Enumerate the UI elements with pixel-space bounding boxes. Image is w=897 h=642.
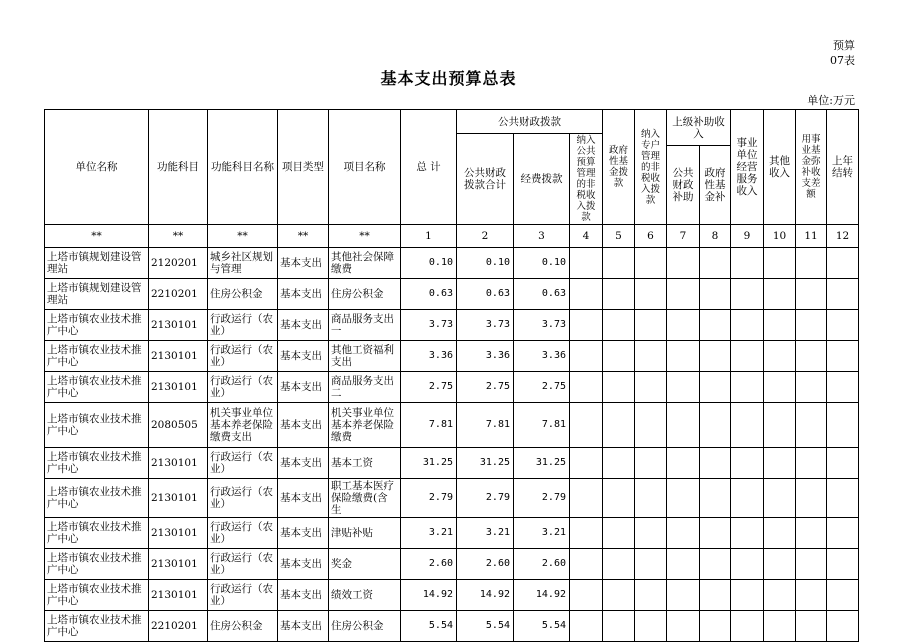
proj-type-cell: 基本支出 [278, 611, 329, 642]
empty-cell [827, 310, 859, 341]
proj-name-cell: 奖金 [329, 549, 401, 580]
header-gov-fund: 政府性基金拨款 [603, 110, 635, 225]
func-name-cell: 行政运行（农业） [208, 479, 278, 518]
doc-code [830, 38, 855, 68]
header-proj-name: 项目名称 [329, 110, 401, 225]
unit-name-cell: 上塔市镇农业技术推广中心 [45, 341, 149, 372]
table-row [45, 279, 859, 310]
empty-cell [667, 518, 700, 549]
header-proj-type: 项目类型 [278, 110, 329, 225]
unit-name-cell: 上塔市镇农业技术推广中心 [45, 372, 149, 403]
empty-cell [667, 248, 700, 279]
empty-cell [731, 403, 764, 448]
empty-cell [700, 479, 731, 518]
index-cell: 4 [570, 225, 603, 248]
empty-cell [635, 310, 667, 341]
empty-cell [570, 479, 603, 518]
empty-cell [635, 479, 667, 518]
empty-cell [731, 372, 764, 403]
index-cell: 12 [827, 225, 859, 248]
expense-grant-cell: 3.21 [514, 518, 570, 549]
empty-cell [764, 248, 796, 279]
index-cell: 7 [667, 225, 700, 248]
public-finance-total-cell: 2.60 [457, 549, 514, 580]
total-cell: 3.73 [401, 310, 457, 341]
expense-grant-cell: 3.73 [514, 310, 570, 341]
empty-cell [731, 310, 764, 341]
func-code-cell: 2130101 [149, 479, 208, 518]
empty-cell [570, 310, 603, 341]
header-budget-mgmt-nontax: 纳入公共预算管理的非税收入拨款 [570, 134, 603, 225]
empty-cell [570, 580, 603, 611]
empty-cell [764, 580, 796, 611]
table-row [45, 479, 859, 518]
expense-grant-cell: 2.79 [514, 479, 570, 518]
proj-type-cell: 基本支出 [278, 403, 329, 448]
empty-cell [667, 403, 700, 448]
proj-name-cell: 基本工资 [329, 448, 401, 479]
empty-cell [700, 310, 731, 341]
public-finance-total-cell: 31.25 [457, 448, 514, 479]
empty-cell [827, 518, 859, 549]
proj-name-cell: 绩效工资 [329, 580, 401, 611]
empty-cell [700, 580, 731, 611]
empty-cell [796, 580, 827, 611]
empty-cell [827, 611, 859, 642]
empty-cell [667, 310, 700, 341]
empty-cell [570, 372, 603, 403]
public-finance-total-cell: 0.10 [457, 248, 514, 279]
empty-cell [570, 403, 603, 448]
proj-type-cell: 基本支出 [278, 479, 329, 518]
empty-cell [796, 611, 827, 642]
proj-type-cell: 基本支出 [278, 448, 329, 479]
proj-name-cell: 津贴补贴 [329, 518, 401, 549]
empty-cell [603, 611, 635, 642]
empty-cell [796, 403, 827, 448]
table-row [45, 549, 859, 580]
empty-cell [700, 341, 731, 372]
empty-cell [635, 448, 667, 479]
proj-type-cell: 基本支出 [278, 341, 329, 372]
public-finance-total-cell: 2.79 [457, 479, 514, 518]
empty-cell [827, 248, 859, 279]
empty-cell [667, 549, 700, 580]
expense-grant-cell: 2.75 [514, 372, 570, 403]
index-cell: 8 [700, 225, 731, 248]
func-name-cell: 城乡社区规划与管理 [208, 248, 278, 279]
empty-cell [603, 580, 635, 611]
empty-cell [731, 611, 764, 642]
public-finance-total-cell: 3.73 [457, 310, 514, 341]
expense-grant-cell: 7.81 [514, 403, 570, 448]
header-unit-name: 单位名称 [45, 110, 149, 225]
empty-cell [827, 403, 859, 448]
empty-cell [667, 611, 700, 642]
proj-name-cell: 其他社会保障缴费 [329, 248, 401, 279]
empty-cell [570, 448, 603, 479]
index-cell: ** [329, 225, 401, 248]
func-name-cell: 行政运行（农业） [208, 341, 278, 372]
empty-cell [635, 341, 667, 372]
empty-cell [764, 611, 796, 642]
empty-cell [570, 549, 603, 580]
total-cell: 2.79 [401, 479, 457, 518]
empty-cell [796, 341, 827, 372]
budget-table [44, 109, 859, 642]
func-code-cell: 2130101 [149, 372, 208, 403]
proj-type-cell: 基本支出 [278, 248, 329, 279]
public-finance-total-cell: 0.63 [457, 279, 514, 310]
empty-cell [635, 372, 667, 403]
empty-cell [603, 279, 635, 310]
empty-cell [827, 372, 859, 403]
empty-cell [796, 248, 827, 279]
empty-cell [764, 403, 796, 448]
proj-type-cell: 基本支出 [278, 580, 329, 611]
empty-cell [827, 479, 859, 518]
empty-cell [603, 518, 635, 549]
empty-cell [570, 279, 603, 310]
proj-type-cell: 基本支出 [278, 310, 329, 341]
public-finance-total-cell: 2.75 [457, 372, 514, 403]
total-cell: 0.10 [401, 248, 457, 279]
func-name-cell: 行政运行（农业） [208, 518, 278, 549]
func-code-cell: 2080505 [149, 403, 208, 448]
empty-cell [796, 279, 827, 310]
empty-cell [731, 549, 764, 580]
empty-cell [700, 372, 731, 403]
table-row [45, 518, 859, 549]
proj-name-cell: 职工基本医疗保险缴费(含生 [329, 479, 401, 518]
empty-cell [764, 279, 796, 310]
index-cell: ** [278, 225, 329, 248]
empty-cell [700, 549, 731, 580]
table-row [45, 448, 859, 479]
empty-cell [635, 248, 667, 279]
table-row [45, 611, 859, 642]
unit-label: 单位:万元 [807, 94, 855, 107]
header-expense-grant: 经费拨款 [514, 134, 570, 225]
public-finance-total-cell: 5.54 [457, 611, 514, 642]
proj-type-cell: 基本支出 [278, 372, 329, 403]
empty-cell [731, 518, 764, 549]
empty-cell [700, 518, 731, 549]
empty-cell [635, 580, 667, 611]
empty-cell [764, 310, 796, 341]
empty-cell [635, 279, 667, 310]
empty-cell [827, 279, 859, 310]
empty-cell [603, 448, 635, 479]
expense-grant-cell: 2.60 [514, 549, 570, 580]
empty-cell [731, 580, 764, 611]
header-fund-diff: 用事业基金弥补收支差额 [796, 110, 827, 225]
total-cell: 5.54 [401, 611, 457, 642]
proj-type-cell: 基本支出 [278, 549, 329, 580]
proj-type-cell: 基本支出 [278, 279, 329, 310]
total-cell: 0.63 [401, 279, 457, 310]
table-body [45, 248, 859, 642]
empty-cell [603, 341, 635, 372]
doc-code-line1: 预算 [833, 39, 855, 52]
empty-cell [570, 611, 603, 642]
header-total: 总 计 [401, 110, 457, 225]
header-other-income: 其他收入 [764, 110, 796, 225]
public-finance-total-cell: 3.21 [457, 518, 514, 549]
empty-cell [796, 372, 827, 403]
empty-cell [570, 341, 603, 372]
header-public-finance-total: 公共财政拨款合计 [457, 134, 514, 225]
empty-cell [700, 448, 731, 479]
unit-name-cell: 上塔市镇农业技术推广中心 [45, 518, 149, 549]
empty-cell [764, 448, 796, 479]
empty-cell [827, 341, 859, 372]
empty-cell [667, 479, 700, 518]
total-cell: 2.75 [401, 372, 457, 403]
func-code-cell: 2130101 [149, 518, 208, 549]
func-code-cell: 2130101 [149, 549, 208, 580]
empty-cell [635, 518, 667, 549]
total-cell: 3.36 [401, 341, 457, 372]
func-code-cell: 2130101 [149, 341, 208, 372]
empty-cell [570, 518, 603, 549]
empty-cell [667, 372, 700, 403]
empty-cell [700, 611, 731, 642]
index-cell: ** [208, 225, 278, 248]
index-cell: 1 [401, 225, 457, 248]
total-cell: 14.92 [401, 580, 457, 611]
unit-name-cell: 上塔市镇农业技术推广中心 [45, 448, 149, 479]
empty-cell [796, 310, 827, 341]
table-row [45, 248, 859, 279]
empty-cell [796, 448, 827, 479]
index-cell: 10 [764, 225, 796, 248]
func-code-cell: 2210201 [149, 611, 208, 642]
unit-name-cell: 上塔市镇农业技术推广中心 [45, 310, 149, 341]
empty-cell [731, 479, 764, 518]
expense-grant-cell: 5.54 [514, 611, 570, 642]
index-cell: 9 [731, 225, 764, 248]
expense-grant-cell: 31.25 [514, 448, 570, 479]
empty-cell [603, 372, 635, 403]
proj-name-cell: 机关事业单位基本养老保险缴费 [329, 403, 401, 448]
empty-cell [603, 248, 635, 279]
empty-cell [796, 479, 827, 518]
expense-grant-cell: 14.92 [514, 580, 570, 611]
header-business-income: 事业单位经营服务收入 [731, 110, 764, 225]
table-row [45, 372, 859, 403]
empty-cell [570, 248, 603, 279]
empty-cell [827, 580, 859, 611]
index-cell: 6 [635, 225, 667, 248]
func-name-cell: 机关事业单位基本养老保险缴费支出 [208, 403, 278, 448]
func-name-cell: 行政运行（农业） [208, 372, 278, 403]
header-special-nontax: 纳入专户管理的非税收入拨款 [635, 110, 667, 225]
proj-name-cell: 住房公积金 [329, 279, 401, 310]
proj-type-cell: 基本支出 [278, 518, 329, 549]
header-func-code: 功能科目 [149, 110, 208, 225]
func-name-cell: 行政运行（农业） [208, 310, 278, 341]
empty-cell [731, 248, 764, 279]
index-row [45, 225, 859, 248]
func-name-cell: 行政运行（农业） [208, 580, 278, 611]
header-func-name: 功能科目名称 [208, 110, 278, 225]
expense-grant-cell: 3.36 [514, 341, 570, 372]
total-cell: 2.60 [401, 549, 457, 580]
unit-name-cell: 上塔市镇农业技术推广中心 [45, 580, 149, 611]
header-superior-subsidy: 上级补助收入 [667, 110, 731, 146]
func-code-cell: 2210201 [149, 279, 208, 310]
proj-name-cell: 商品服务支出一 [329, 310, 401, 341]
unit-name-cell: 上塔市镇农业技术推广中心 [45, 403, 149, 448]
index-cell: 11 [796, 225, 827, 248]
table-row [45, 310, 859, 341]
public-finance-total-cell: 14.92 [457, 580, 514, 611]
empty-cell [731, 448, 764, 479]
table-row [45, 341, 859, 372]
index-cell: 3 [514, 225, 570, 248]
empty-cell [635, 611, 667, 642]
empty-cell [667, 580, 700, 611]
empty-cell [827, 448, 859, 479]
table-row [45, 580, 859, 611]
public-finance-total-cell: 7.81 [457, 403, 514, 448]
expense-grant-cell: 0.10 [514, 248, 570, 279]
empty-cell [667, 279, 700, 310]
doc-code-line2: 07表 [830, 54, 855, 67]
func-code-cell: 2130101 [149, 448, 208, 479]
func-name-cell: 住房公积金 [208, 611, 278, 642]
empty-cell [700, 279, 731, 310]
empty-cell [603, 479, 635, 518]
page-title: 基本支出预算总表 [380, 69, 517, 88]
empty-cell [603, 310, 635, 341]
empty-cell [731, 341, 764, 372]
unit-name-cell: 上塔市镇农业技术推广中心 [45, 611, 149, 642]
empty-cell [827, 549, 859, 580]
total-cell: 31.25 [401, 448, 457, 479]
table-row [45, 403, 859, 448]
proj-name-cell: 商品服务支出二 [329, 372, 401, 403]
func-name-cell: 住房公积金 [208, 279, 278, 310]
empty-cell [667, 448, 700, 479]
unit-name-cell: 上塔市镇农业技术推广中心 [45, 479, 149, 518]
func-code-cell: 2130101 [149, 310, 208, 341]
total-cell: 7.81 [401, 403, 457, 448]
total-cell: 3.21 [401, 518, 457, 549]
empty-cell [667, 341, 700, 372]
expense-grant-cell: 0.63 [514, 279, 570, 310]
index-cell: ** [149, 225, 208, 248]
header-superior-public: 公共财政补助 [667, 146, 700, 225]
index-cell: 2 [457, 225, 514, 248]
empty-cell [796, 518, 827, 549]
empty-cell [731, 279, 764, 310]
func-name-cell: 行政运行（农业） [208, 448, 278, 479]
empty-cell [603, 403, 635, 448]
empty-cell [764, 372, 796, 403]
empty-cell [700, 403, 731, 448]
header-superior-gov-fund: 政府性基金补 [700, 146, 731, 225]
header-prev-balance: 上年结转 [827, 110, 859, 225]
header-public-finance: 公共财政拨款 [457, 110, 603, 134]
func-code-cell: 2130101 [149, 580, 208, 611]
empty-cell [635, 403, 667, 448]
empty-cell [635, 549, 667, 580]
empty-cell [700, 248, 731, 279]
unit-name-cell: 上塔市镇规划建设管理站 [45, 248, 149, 279]
public-finance-total-cell: 3.36 [457, 341, 514, 372]
proj-name-cell: 住房公积金 [329, 611, 401, 642]
func-name-cell: 行政运行（农业） [208, 549, 278, 580]
index-cell: 5 [603, 225, 635, 248]
empty-cell [796, 549, 827, 580]
empty-cell [764, 518, 796, 549]
index-cell: ** [45, 225, 149, 248]
unit-name-cell: 上塔市镇农业技术推广中心 [45, 549, 149, 580]
empty-cell [764, 549, 796, 580]
proj-name-cell: 其他工资福利支出 [329, 341, 401, 372]
unit-name-cell: 上塔市镇规划建设管理站 [45, 279, 149, 310]
empty-cell [603, 549, 635, 580]
empty-cell [764, 479, 796, 518]
empty-cell [764, 341, 796, 372]
func-code-cell: 2120201 [149, 248, 208, 279]
